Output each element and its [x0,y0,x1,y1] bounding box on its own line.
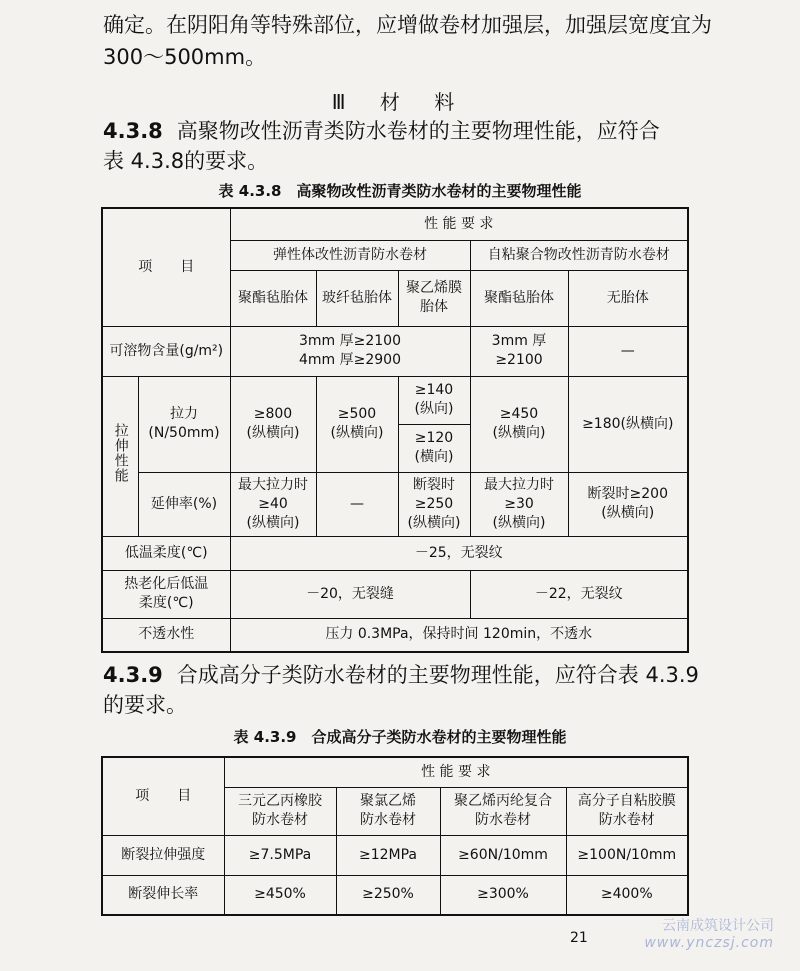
tension-label-a: 拉力 [170,406,198,422]
soluble-col-4 [470,326,568,376]
table-439-perf-header: 性 能 要 求 [224,757,688,787]
clause-438-line-2: 表 4.3.8的要求。 [103,149,269,173]
table-438-sub-3: 聚乙烯膜胎体 [398,270,470,326]
table-439-row-2-val-2: ≥250% [336,875,440,915]
table-438-sub-2: 玻纤毡胎体 [316,270,398,326]
table-439 [101,756,689,916]
tensile-group-text: 拉伸性能 [112,423,129,483]
clause-439-number: 4.3.9 [103,663,163,687]
tension-label-b: (N/50mm) [148,425,220,441]
table-439-row-1-val-1: ≥7.5MPa [224,835,336,875]
soluble-group-1 [230,326,470,376]
table-438-group-1: 弹性体改性沥青防水卷材 [230,240,470,270]
heat-aging-label: 热老化后低温 柔度(℃) [102,570,230,618]
clause-439-line-2: 的要求。 [103,693,187,717]
lowtemp-value: －25，无裂纹 [230,536,688,570]
soluble-col-4-a: 3mm 厚 [491,333,547,349]
table-438-sub-5: 无胎体 [568,270,688,326]
lowtemp-label: 低温柔度(℃) [102,536,230,570]
table-438-item-header: 项 目 [102,208,230,326]
soluble-group-1-b: 4mm 厚≥2900 [299,352,401,368]
soluble-col-4-b: ≥2100 [495,352,543,368]
heat-aging-group-1: －20，无裂缝 [230,570,470,618]
table-439-row-1-val-3: ≥60N/10mm [440,835,566,875]
clause-438-line-1 [103,116,660,146]
elongation-col-5: 断裂时≥200 (纵横向) [568,472,688,536]
clause-438-text-1: 高聚物改性沥青类防水卷材的主要物理性能，应符合 [176,119,660,143]
table-439-row-2-label: 断裂伸长率 [102,875,224,915]
table-439-col-3: 聚乙烯丙纶复合 防水卷材 [440,787,566,835]
table-438-caption: 表 4.3.8 高聚物改性沥青类防水卷材的主要物理性能 [218,182,582,200]
tension-col-2: ≥500 (纵横向) [316,376,398,472]
soluble-group-1-a: 3mm 厚≥2100 [299,333,401,349]
clause-439-text-1: 合成高分子类防水卷材的主要物理性能，应符合表 4.3.9 [176,663,699,687]
table-439-item-header: 项 目 [102,757,224,835]
elongation-label: 延伸率(%) [138,472,230,536]
tension-col-1: ≥800 (纵横向) [230,376,316,472]
table-438-sub-1: 聚酯毡胎体 [230,270,316,326]
table-438 [101,207,689,653]
intro-line-1: 确定。在阴阳角等特殊部位，应增做卷材加强层，加强层宽度宜为 [103,13,712,37]
table-439-row-1-val-4: ≥100N/10mm [566,835,688,875]
table-439-col-4: 高分子自粘胶膜 防水卷材 [566,787,688,835]
intro-line-2: 300～500mm。 [103,45,267,69]
impermeability-label: 不透水性 [102,618,230,652]
table-439-row-2-val-3: ≥300% [440,875,566,915]
table-439-row-2-val-1: ≥450% [224,875,336,915]
elongation-col-2: — [316,472,398,536]
tension-col-4: ≥450 (纵横向) [470,376,568,472]
watermark-name: 云南成筑设计公司 [662,918,774,934]
table-439-row-1-val-2: ≥12MPa [336,835,440,875]
tension-col-3-bottom: ≥120 (横向) [398,424,470,472]
elongation-col-3: 断裂时 ≥250 (纵横向) [398,472,470,536]
table-438-group-2: 自粘聚合物改性沥青防水卷材 [470,240,688,270]
page-number: 21 [570,930,588,946]
watermark-url: www.ynczsj.com [644,935,774,951]
tension-col-3-top: ≥140 (纵向) [398,376,470,424]
table-439-col-1: 三元乙丙橡胶 防水卷材 [224,787,336,835]
table-438-sub-4: 聚酯毡胎体 [470,270,568,326]
table-439-row-1-label: 断裂拉伸强度 [102,835,224,875]
soluble-label: 可溶物含量(g/m²) [102,326,230,376]
section-heading: Ⅲ 材 料 [331,90,469,114]
table-439-col-2: 聚氯乙烯 防水卷材 [336,787,440,835]
heat-aging-group-2: －22，无裂纹 [470,570,688,618]
table-438-perf-header: 性 能 要 求 [230,208,688,240]
table-439-row-2-val-4: ≥400% [566,875,688,915]
table-439-caption: 表 4.3.9 合成高分子类防水卷材的主要物理性能 [233,728,567,746]
elongation-col-1: 最大拉力时 ≥40 (纵横向) [230,472,316,536]
tension-col-5: ≥180(纵横向) [568,376,688,472]
clause-438-number: 4.3.8 [103,119,163,143]
tension-label [138,376,230,472]
impermeability-value: 压力 0.3MPa，保持时间 120min，不透水 [230,618,688,652]
soluble-col-5: — [568,326,688,376]
elongation-col-4: 最大拉力时 ≥30 (纵横向) [470,472,568,536]
clause-439-line-1 [103,660,699,690]
watermark [644,918,774,952]
tensile-group-label [102,376,138,536]
